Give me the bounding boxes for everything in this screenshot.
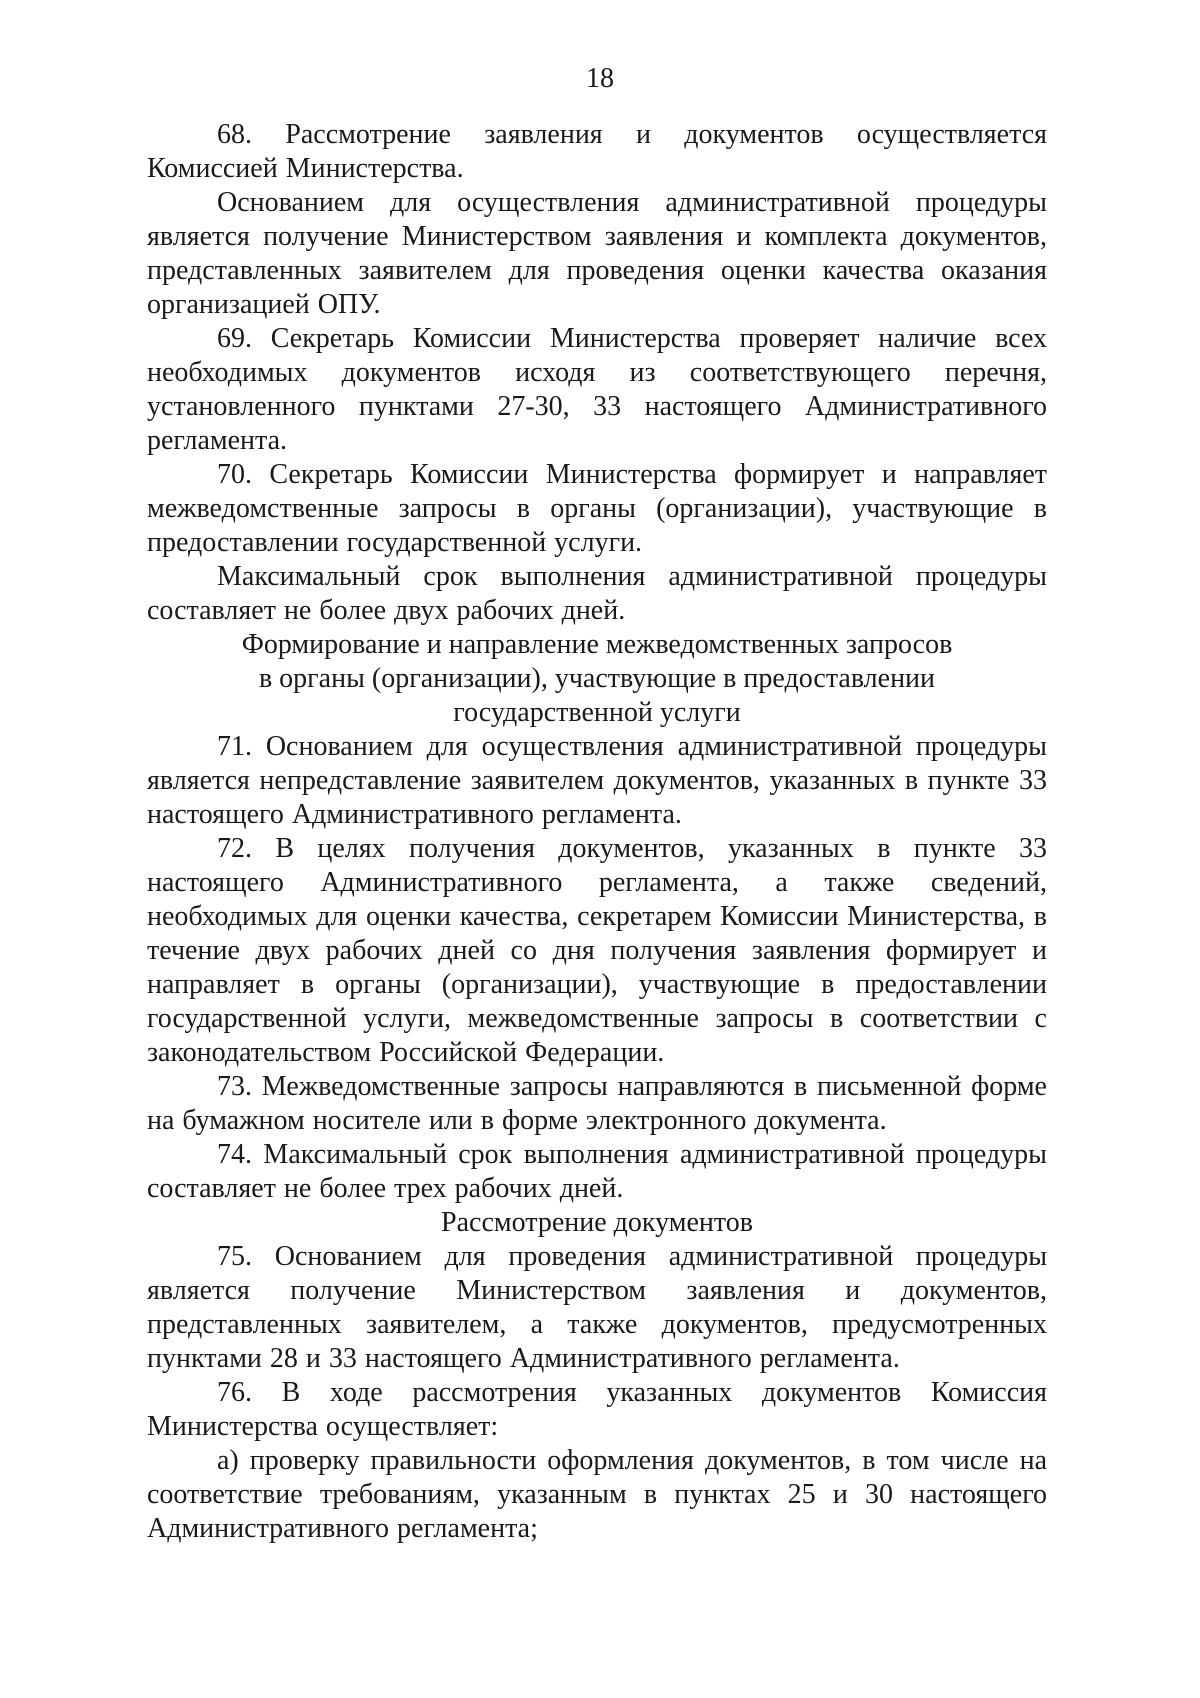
paragraph-73: 73. Межведомственные запросы направляются в письменной форме на бумажном носителе или в форме электронного документа. xyxy=(147,1071,1047,1136)
section-heading-document-review xyxy=(147,1206,1047,1240)
paragraph-69: 69. Секретарь Комиссии Министерства проверяет наличие всех необходимых документов исходя из соответствующего перечня, установленного пунктами 27-30, 33 настоящего Административного регламента. xyxy=(147,323,1047,456)
page-number: 18 xyxy=(586,63,614,94)
paragraph-68-basis: Основанием для осуществления административной процедуры является получение Министерством заявления и комплекта документов, представленных заявителем для проведения оценки качества оказания организацией ОПУ. xyxy=(147,187,1047,320)
heading-line: в органы (организации), участвующие в предоставлении xyxy=(258,663,936,694)
heading-line: государственной услуги xyxy=(453,697,741,728)
paragraph-68: 68. Рассмотрение заявления и документов осуществляется Комиссией Министерства. xyxy=(147,119,1047,184)
paragraph-76: 76. В ходе рассмотрения указанных документов Комиссия Министерства осуществляет: xyxy=(147,1377,1047,1442)
paragraph-70: 70. Секретарь Комиссии Министерства формирует и направляет межведомственные запросы в органы (организации), участвующие в предоставлении государственной услуги. xyxy=(147,459,1047,558)
paragraph-76-a: а) проверку правильности оформления документов, в том числе на соответствие требованиям, указанным в пунктах 25 и 30 настоящего Административного регламента; xyxy=(147,1445,1047,1544)
paragraph-70-term: Максимальный срок выполнения административной процедуры составляет не более двух рабочих дней. xyxy=(147,561,1047,626)
heading-line: Рассмотрение документов xyxy=(441,1207,753,1238)
paragraph-71: 71. Основанием для осуществления административной процедуры является непредставление заявителем документов, указанных в пункте 33 настоящего Административного регламента. xyxy=(147,731,1047,830)
paragraph-72: 72. В целях получения документов, указанных в пункте 33 настоящего Административного регламента, а также сведений, необходимых для оценки качества, секретарем Комиссии Министерства, в течение двух рабочих дней со дня получения заявления формирует и направляет в органы (организации), участвующие в предоставлении государственной услуги, межведомственные запросы в соответствии с законодательством Российской Федерации. xyxy=(147,833,1047,1068)
document-body xyxy=(147,118,1047,1546)
heading-line: Формирование и направление межведомственных запросов xyxy=(241,629,953,660)
paragraph-74: 74. Максимальный срок выполнения административной процедуры составляет не более трех рабочих дней. xyxy=(147,1139,1047,1204)
section-heading-interagency-requests xyxy=(147,628,1047,730)
paragraph-75: 75. Основанием для проведения административной процедуры является получение Министерством заявления и документов, представленных заявителем, а также документов, предусмотренных пунктами 28 и 33 настоящего Административного регламента. xyxy=(147,1241,1047,1374)
